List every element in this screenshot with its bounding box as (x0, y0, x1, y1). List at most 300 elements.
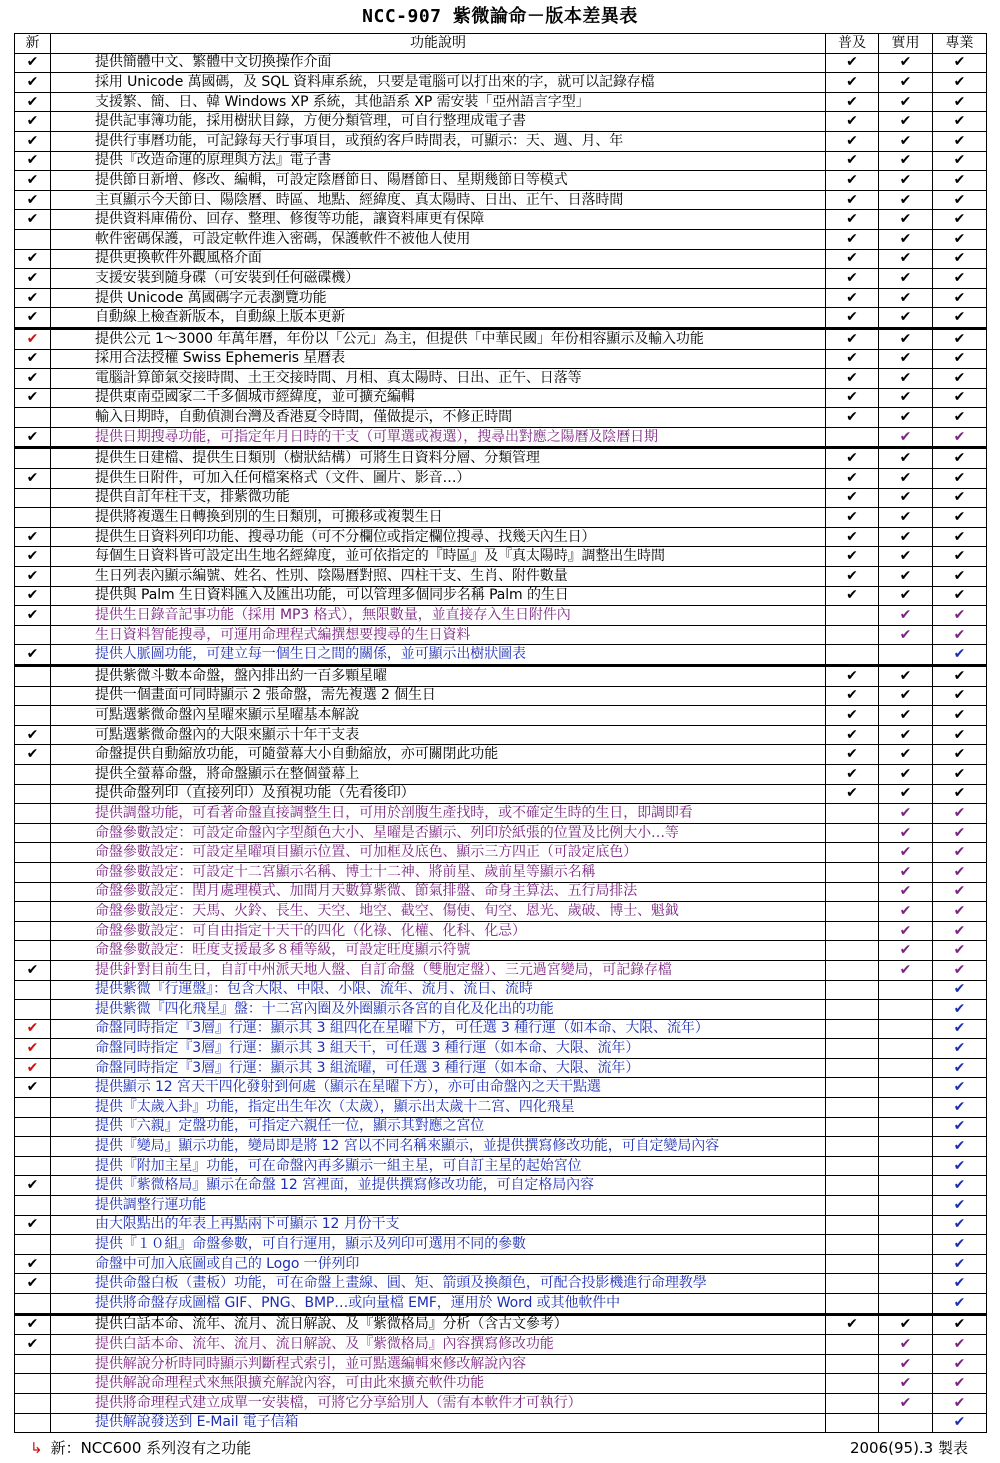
table-row (15, 448, 987, 469)
header-pro: 專業 (933, 34, 987, 54)
practical-check: ✔ (879, 843, 933, 863)
basic-check: ✔ (826, 151, 879, 171)
feature-description: 提供 Unicode 萬國碼字元表瀏覽功能 (51, 288, 826, 308)
pro-check: ✔ (933, 1117, 987, 1137)
basic-check (826, 1176, 879, 1196)
table-row (15, 1235, 987, 1255)
feature-description: 提供資料庫備份、回存、整理、修復等功能，讓資料庫更有保障 (51, 210, 826, 230)
practical-check: ✔ (879, 112, 933, 132)
practical-check: ✔ (879, 448, 933, 469)
new-mark: ✔ (15, 151, 51, 171)
practical-check: ✔ (879, 960, 933, 980)
practical-check: ✔ (879, 902, 933, 922)
pro-check: ✔ (933, 882, 987, 902)
table-body (15, 53, 987, 1433)
table-row (15, 408, 987, 428)
basic-check (826, 804, 879, 824)
new-mark: ✔ (15, 1335, 51, 1355)
new-mark: ✔ (15, 112, 51, 132)
new-mark: ✔ (15, 1215, 51, 1235)
new-mark (15, 706, 51, 726)
practical-check (879, 1000, 933, 1020)
basic-check (826, 823, 879, 843)
new-mark: ✔ (15, 960, 51, 980)
header-new: 新 (15, 34, 51, 54)
practical-check: ✔ (879, 269, 933, 289)
feature-description: 提供生日錄音記事功能（採用 MP3 格式），無限數量，並直接存入生日附件內 (51, 606, 826, 626)
table-row (15, 388, 987, 408)
basic-check: ✔ (826, 269, 879, 289)
feature-description: 提供紫微斗數本命盤，盤內排出約一百多顆星曜 (51, 666, 826, 687)
new-mark (15, 843, 51, 863)
pro-check: ✔ (933, 229, 987, 249)
basic-check (826, 960, 879, 980)
new-mark: ✔ (15, 745, 51, 765)
table-row (15, 1058, 987, 1078)
pro-check: ✔ (933, 1078, 987, 1098)
feature-description: 提供自訂年柱干支，排紫微功能 (51, 488, 826, 508)
table-row (15, 328, 987, 349)
pro-check: ✔ (933, 73, 987, 93)
basic-check (826, 862, 879, 882)
new-mark: ✔ (15, 171, 51, 191)
table-header-row (15, 34, 987, 54)
table-row (15, 567, 987, 587)
table-row (15, 745, 987, 765)
table-row (15, 843, 987, 863)
practical-check: ✔ (879, 92, 933, 112)
basic-check (826, 1098, 879, 1118)
table-row (15, 1098, 987, 1118)
new-mark (15, 804, 51, 824)
feature-description: 命盤中可加入底圖或自己的 Logo 一併列印 (51, 1254, 826, 1274)
basic-check: ✔ (826, 308, 879, 329)
practical-check (879, 1039, 933, 1059)
practical-check (879, 1235, 933, 1255)
table-row (15, 1176, 987, 1196)
basic-check (826, 1196, 879, 1216)
basic-check (826, 902, 879, 922)
table-row (15, 1078, 987, 1098)
practical-check: ✔ (879, 308, 933, 329)
practical-check: ✔ (879, 547, 933, 567)
practical-check: ✔ (879, 488, 933, 508)
table-row (15, 862, 987, 882)
feature-description: 支援繁、簡、日、韓 Windows XP 系統，其他語系 XP 需安裝「亞州語言字型」 (51, 92, 826, 112)
table-row (15, 269, 987, 289)
practical-check: ✔ (879, 229, 933, 249)
new-mark (15, 488, 51, 508)
pro-check: ✔ (933, 1393, 987, 1413)
table-row (15, 1019, 987, 1039)
pro-check: ✔ (933, 1235, 987, 1255)
practical-check (879, 1413, 933, 1433)
practical-check: ✔ (879, 408, 933, 428)
feature-description: 提供『紫微格局』顯示在命盤 12 宮裡面，並提供撰寫修改功能，可自定格局內容 (51, 1176, 826, 1196)
basic-check: ✔ (826, 586, 879, 606)
new-mark: ✔ (15, 725, 51, 745)
basic-check (826, 645, 879, 666)
pro-check: ✔ (933, 1137, 987, 1157)
basic-check (826, 941, 879, 961)
new-mark (15, 666, 51, 687)
table-row (15, 686, 987, 706)
new-mark (15, 1117, 51, 1137)
new-mark: ✔ (15, 53, 51, 73)
table-row (15, 1335, 987, 1355)
feature-description: 自動線上檢查新版本，自動線上版本更新 (51, 308, 826, 329)
table-row (15, 606, 987, 626)
new-mark (15, 1156, 51, 1176)
table-row (15, 764, 987, 784)
table-row (15, 1413, 987, 1433)
new-mark (15, 448, 51, 469)
feature-description: 提供行事曆功能，可記錄每天行事項目，或預約客戶時間表，可顯示：天、週、月、年 (51, 131, 826, 151)
corner-arrow-icon: ↳ (30, 1439, 43, 1457)
pro-check: ✔ (933, 1039, 987, 1059)
feature-description: 命盤同時指定『3層』行運：顯示其 3 組四化在星曜下方，可任選 3 種行運（如本命、大限、流年） (51, 1019, 826, 1039)
basic-check: ✔ (826, 112, 879, 132)
table-row (15, 308, 987, 329)
table-row (15, 725, 987, 745)
feature-description: 提供全螢幕命盤，將命盤顯示在整個螢幕上 (51, 764, 826, 784)
basic-check: ✔ (826, 686, 879, 706)
pro-check: ✔ (933, 941, 987, 961)
pro-check: ✔ (933, 902, 987, 922)
pro-check: ✔ (933, 249, 987, 269)
pro-check: ✔ (933, 567, 987, 587)
pro-check: ✔ (933, 308, 987, 329)
feature-description: 生日資料智能搜尋，可運用命理程式編撰想要搜尋的生日資料 (51, 625, 826, 645)
basic-check: ✔ (826, 288, 879, 308)
table-row (15, 645, 987, 666)
new-mark (15, 1393, 51, 1413)
feature-description: 提供『１０組』命盤參數，可自行運用，顯示及列印可選用不同的參數 (51, 1235, 826, 1255)
pro-check: ✔ (933, 921, 987, 941)
pro-check: ✔ (933, 606, 987, 626)
table-row (15, 210, 987, 230)
feature-description: 提供東南亞國家二千多個城市經緯度，並可擴充編輯 (51, 388, 826, 408)
practical-check: ✔ (879, 1335, 933, 1355)
practical-check: ✔ (879, 862, 933, 882)
basic-check (826, 843, 879, 863)
pro-check: ✔ (933, 843, 987, 863)
pro-check: ✔ (933, 369, 987, 389)
practical-check (879, 1058, 933, 1078)
feature-description: 提供簡體中文、繁體中文切換操作介面 (51, 53, 826, 73)
table-row (15, 980, 987, 1000)
pro-check: ✔ (933, 1058, 987, 1078)
feature-description: 提供『六親』定盤功能，可指定六親任一位，顯示其對應之宮位 (51, 1117, 826, 1137)
practical-check (879, 1098, 933, 1118)
new-mark (15, 1374, 51, 1394)
practical-check (879, 1294, 933, 1315)
pro-check: ✔ (933, 269, 987, 289)
feature-description: 採用合法授權 Swiss Ephemeris 星曆表 (51, 349, 826, 369)
table-row (15, 921, 987, 941)
practical-check: ✔ (879, 210, 933, 230)
basic-check (826, 1294, 879, 1315)
practical-check (879, 645, 933, 666)
new-mark: ✔ (15, 1078, 51, 1098)
basic-check: ✔ (826, 249, 879, 269)
new-mark: ✔ (15, 1274, 51, 1294)
pro-check: ✔ (933, 645, 987, 666)
practical-check: ✔ (879, 53, 933, 73)
feature-description: 提供紫微『四化飛星』盤：十二宮內圈及外圈顯示各宮的自化及化出的功能 (51, 1000, 826, 1020)
feature-description: 由大限點出的年表上再點兩下可顯示 12 月份干支 (51, 1215, 826, 1235)
pro-check: ✔ (933, 131, 987, 151)
feature-description: 提供命盤列印（直接列印）及預視功能（先看後印） (51, 784, 826, 804)
pro-check: ✔ (933, 804, 987, 824)
practical-check: ✔ (879, 745, 933, 765)
basic-check (826, 882, 879, 902)
feature-description: 提供解說發送到 E-Mail 電子信箱 (51, 1413, 826, 1433)
basic-check (826, 1354, 879, 1374)
new-mark (15, 921, 51, 941)
table-row (15, 92, 987, 112)
table-row (15, 249, 987, 269)
table-row (15, 1000, 987, 1020)
basic-check: ✔ (826, 92, 879, 112)
feature-description: 命盤參數設定：可設定十二宮顯示名稱、博士十二神、將前星、歲前星等顯示名稱 (51, 862, 826, 882)
new-mark: ✔ (15, 1176, 51, 1196)
basic-check (826, 625, 879, 645)
practical-check: ✔ (879, 1374, 933, 1394)
table-row (15, 1039, 987, 1059)
feature-description: 提供『附加主星』功能，可在命盤內再多顯示一組主星，可自訂主星的起始宮位 (51, 1156, 826, 1176)
basic-check (826, 606, 879, 626)
new-mark: ✔ (15, 567, 51, 587)
pro-check: ✔ (933, 1098, 987, 1118)
basic-check: ✔ (826, 53, 879, 73)
feature-description: 提供解說分析時同時顯示判斷程式索引，並可點選編輯來修改解說內容 (51, 1354, 826, 1374)
pro-check: ✔ (933, 666, 987, 687)
basic-check: ✔ (826, 527, 879, 547)
feature-description: 提供生日建檔、提供生日類別（樹狀結構）可將生日資料分層、分類管理 (51, 448, 826, 469)
new-mark (15, 1354, 51, 1374)
header-practical: 實用 (879, 34, 933, 54)
new-mark (15, 980, 51, 1000)
basic-check (826, 1019, 879, 1039)
feature-description: 提供日期搜尋功能，可指定年月日時的干支（可單選或複選），搜尋出對應之陽曆及陰曆日期 (51, 427, 826, 448)
feature-description: 提供公元 1～3000 年萬年曆，年份以「公元」為主，但提供「中華民國」年份相容顯示及輸入功能 (51, 328, 826, 349)
table-row (15, 1156, 987, 1176)
basic-check (826, 1117, 879, 1137)
feature-description: 提供『變局』顯示功能，變局即是將 12 宮以不同名稱來顯示，並提供撰寫修改功能，可自定變局內容 (51, 1137, 826, 1157)
practical-check: ✔ (879, 921, 933, 941)
feature-description: 提供將命理程式建立成單一安裝檔，可將它分享給別人（需有本軟件才可執行） (51, 1393, 826, 1413)
new-mark: ✔ (15, 547, 51, 567)
feature-description: 提供記事簿功能，採用樹狀目錄，方便分類管理，可自行整理成電子書 (51, 112, 826, 132)
table-row (15, 73, 987, 93)
new-mark (15, 508, 51, 528)
feature-description: 軟件密碼保護，可設定軟件進入密碼，保護軟件不被他人使用 (51, 229, 826, 249)
new-mark (15, 784, 51, 804)
basic-check (826, 1137, 879, 1157)
footer-legend (30, 1438, 251, 1458)
basic-check: ✔ (826, 73, 879, 93)
feature-description: 提供節日新增、修改、編輯，可設定陰曆節日、陽曆節日、星期幾節日等模式 (51, 171, 826, 191)
basic-check: ✔ (826, 171, 879, 191)
pro-check: ✔ (933, 1215, 987, 1235)
new-mark: ✔ (15, 349, 51, 369)
basic-check (826, 1058, 879, 1078)
pro-check: ✔ (933, 1156, 987, 1176)
feature-description: 命盤參數設定：旺度支援最多８種等級，可設定旺度顯示符號 (51, 941, 826, 961)
pro-check: ✔ (933, 764, 987, 784)
feature-description: 主頁顯示今天節日、陽陰曆、時區、地點、經緯度、真太陽時、日出、正午、日落時間 (51, 190, 826, 210)
pro-check: ✔ (933, 1354, 987, 1374)
pro-check: ✔ (933, 210, 987, 230)
practical-check (879, 1078, 933, 1098)
practical-check: ✔ (879, 1393, 933, 1413)
table-row (15, 784, 987, 804)
new-mark: ✔ (15, 1039, 51, 1059)
pro-check: ✔ (933, 862, 987, 882)
practical-check (879, 1156, 933, 1176)
basic-check: ✔ (826, 666, 879, 687)
new-mark: ✔ (15, 210, 51, 230)
feature-description: 輸入日期時，自動偵測台灣及香港夏令時間，僅做提示，不修正時間 (51, 408, 826, 428)
basic-check (826, 427, 879, 448)
table-row (15, 369, 987, 389)
practical-check (879, 1176, 933, 1196)
practical-check (879, 1019, 933, 1039)
table-row (15, 131, 987, 151)
table-row (15, 1137, 987, 1157)
practical-check: ✔ (879, 388, 933, 408)
practical-check: ✔ (879, 784, 933, 804)
feature-description: 提供生日附件，可加入任何檔案格式（文件、圖片、影音…） (51, 469, 826, 489)
new-mark: ✔ (15, 586, 51, 606)
practical-check: ✔ (879, 131, 933, 151)
new-mark (15, 1235, 51, 1255)
pro-check: ✔ (933, 1254, 987, 1274)
basic-check: ✔ (826, 131, 879, 151)
feature-description: 提供顯示 12 宮天干四化發射到何處（顯示在星曜下方），亦可由命盤內之天干點選 (51, 1078, 826, 1098)
feature-description: 每個生日資料皆可設定出生地名經緯度，並可依指定的『時區』及『真太陽時』調整出生時間 (51, 547, 826, 567)
new-mark: ✔ (15, 369, 51, 389)
new-mark (15, 229, 51, 249)
pro-check: ✔ (933, 784, 987, 804)
feature-description: 提供白話本命、流年、流月、流日解說、及『紫微格局』內容撰寫修改功能 (51, 1335, 826, 1355)
feature-description: 提供命盤白板（畫板）功能，可在命盤上畫線、圓、矩、箭頭及換顏色，可配合投影機進行命理教學 (51, 1274, 826, 1294)
basic-check (826, 1078, 879, 1098)
pro-check: ✔ (933, 686, 987, 706)
pro-check: ✔ (933, 1314, 987, 1335)
footer-note: 新：NCC600 系列沒有之功能 (50, 1439, 252, 1457)
new-mark (15, 941, 51, 961)
table-row (15, 288, 987, 308)
table-row (15, 804, 987, 824)
basic-check: ✔ (826, 706, 879, 726)
table-row (15, 527, 987, 547)
table-row (15, 112, 987, 132)
feature-description: 提供更換軟件外觀風格介面 (51, 249, 826, 269)
new-mark (15, 882, 51, 902)
pro-check: ✔ (933, 980, 987, 1000)
pro-check: ✔ (933, 745, 987, 765)
practical-check: ✔ (879, 73, 933, 93)
basic-check: ✔ (826, 784, 879, 804)
table-row (15, 488, 987, 508)
table-row (15, 508, 987, 528)
pro-check: ✔ (933, 427, 987, 448)
table-row (15, 427, 987, 448)
basic-check: ✔ (826, 488, 879, 508)
new-mark: ✔ (15, 1058, 51, 1078)
basic-check: ✔ (826, 210, 879, 230)
table-row (15, 1354, 987, 1374)
basic-check (826, 1215, 879, 1235)
feature-description: 提供紫微『行運盤』：包含大限、中限、小限、流年、流月、流日、流時 (51, 980, 826, 1000)
feature-description: 可點選紫微命盤內星曜來顯示星曜基本解說 (51, 706, 826, 726)
feature-description: 提供『改造命運的原理與方法』電子書 (51, 151, 826, 171)
basic-check (826, 980, 879, 1000)
new-mark: ✔ (15, 308, 51, 329)
feature-description: 命盤參數設定：可自由指定十天干的四化（化祿、化權、化科、化忌） (51, 921, 826, 941)
new-mark: ✔ (15, 1254, 51, 1274)
new-mark: ✔ (15, 288, 51, 308)
pro-check: ✔ (933, 388, 987, 408)
new-mark: ✔ (15, 606, 51, 626)
feature-description: 命盤參數設定：可設定星曜項目顯示位置、可加框及底色、顯示三方四正（可設定底色） (51, 843, 826, 863)
feature-description: 提供『太歲入卦』功能，指定出生年次（太歲），顯示出太歲十二宮、四化飛星 (51, 1098, 826, 1118)
basic-check: ✔ (826, 745, 879, 765)
feature-description: 提供調整行運功能 (51, 1196, 826, 1216)
basic-check: ✔ (826, 408, 879, 428)
new-mark (15, 902, 51, 922)
new-mark: ✔ (15, 645, 51, 666)
table-row (15, 1196, 987, 1216)
pro-check: ✔ (933, 328, 987, 349)
pro-check: ✔ (933, 349, 987, 369)
new-mark (15, 823, 51, 843)
feature-description: 命盤同時指定『3層』行運：顯示其 3 組流曜，可任選 3 種行運（如本命、大限、流年） (51, 1058, 826, 1078)
feature-description: 命盤提供自動縮放功能，可隨螢幕大小自動縮放，亦可關閉此功能 (51, 745, 826, 765)
pro-check: ✔ (933, 1274, 987, 1294)
practical-check: ✔ (879, 427, 933, 448)
basic-check: ✔ (826, 229, 879, 249)
feature-description: 提供將複選生日轉換到別的生日類別，可搬移或複製生日 (51, 508, 826, 528)
new-mark (15, 764, 51, 784)
practical-check: ✔ (879, 1314, 933, 1335)
feature-description: 生日列表內顯示編號、姓名、性別、陰陽曆對照、四柱干支、生肖、附件數量 (51, 567, 826, 587)
basic-check: ✔ (826, 448, 879, 469)
new-mark: ✔ (15, 1019, 51, 1039)
new-mark: ✔ (15, 388, 51, 408)
practical-check: ✔ (879, 666, 933, 687)
new-mark: ✔ (15, 131, 51, 151)
feature-description: 提供將命盤存成圖檔 GIF、PNG、BMP…或向量檔 EMF，運用於 Word 或其他軟件中 (51, 1294, 826, 1315)
pro-check: ✔ (933, 171, 987, 191)
practical-check (879, 1117, 933, 1137)
feature-description: 可點選紫微命盤內的大限來顯示十年干支表 (51, 725, 826, 745)
new-mark: ✔ (15, 249, 51, 269)
feature-description: 提供調盤功能，可看著命盤直接調整生日，可用於剖腹生產找時，或不確定生時的生日，即調即看 (51, 804, 826, 824)
new-mark (15, 862, 51, 882)
pro-check: ✔ (933, 527, 987, 547)
new-mark: ✔ (15, 427, 51, 448)
practical-check: ✔ (879, 882, 933, 902)
practical-check (879, 1215, 933, 1235)
pro-check: ✔ (933, 1019, 987, 1039)
basic-check: ✔ (826, 469, 879, 489)
table-row (15, 823, 987, 843)
practical-check: ✔ (879, 527, 933, 547)
basic-check (826, 1000, 879, 1020)
